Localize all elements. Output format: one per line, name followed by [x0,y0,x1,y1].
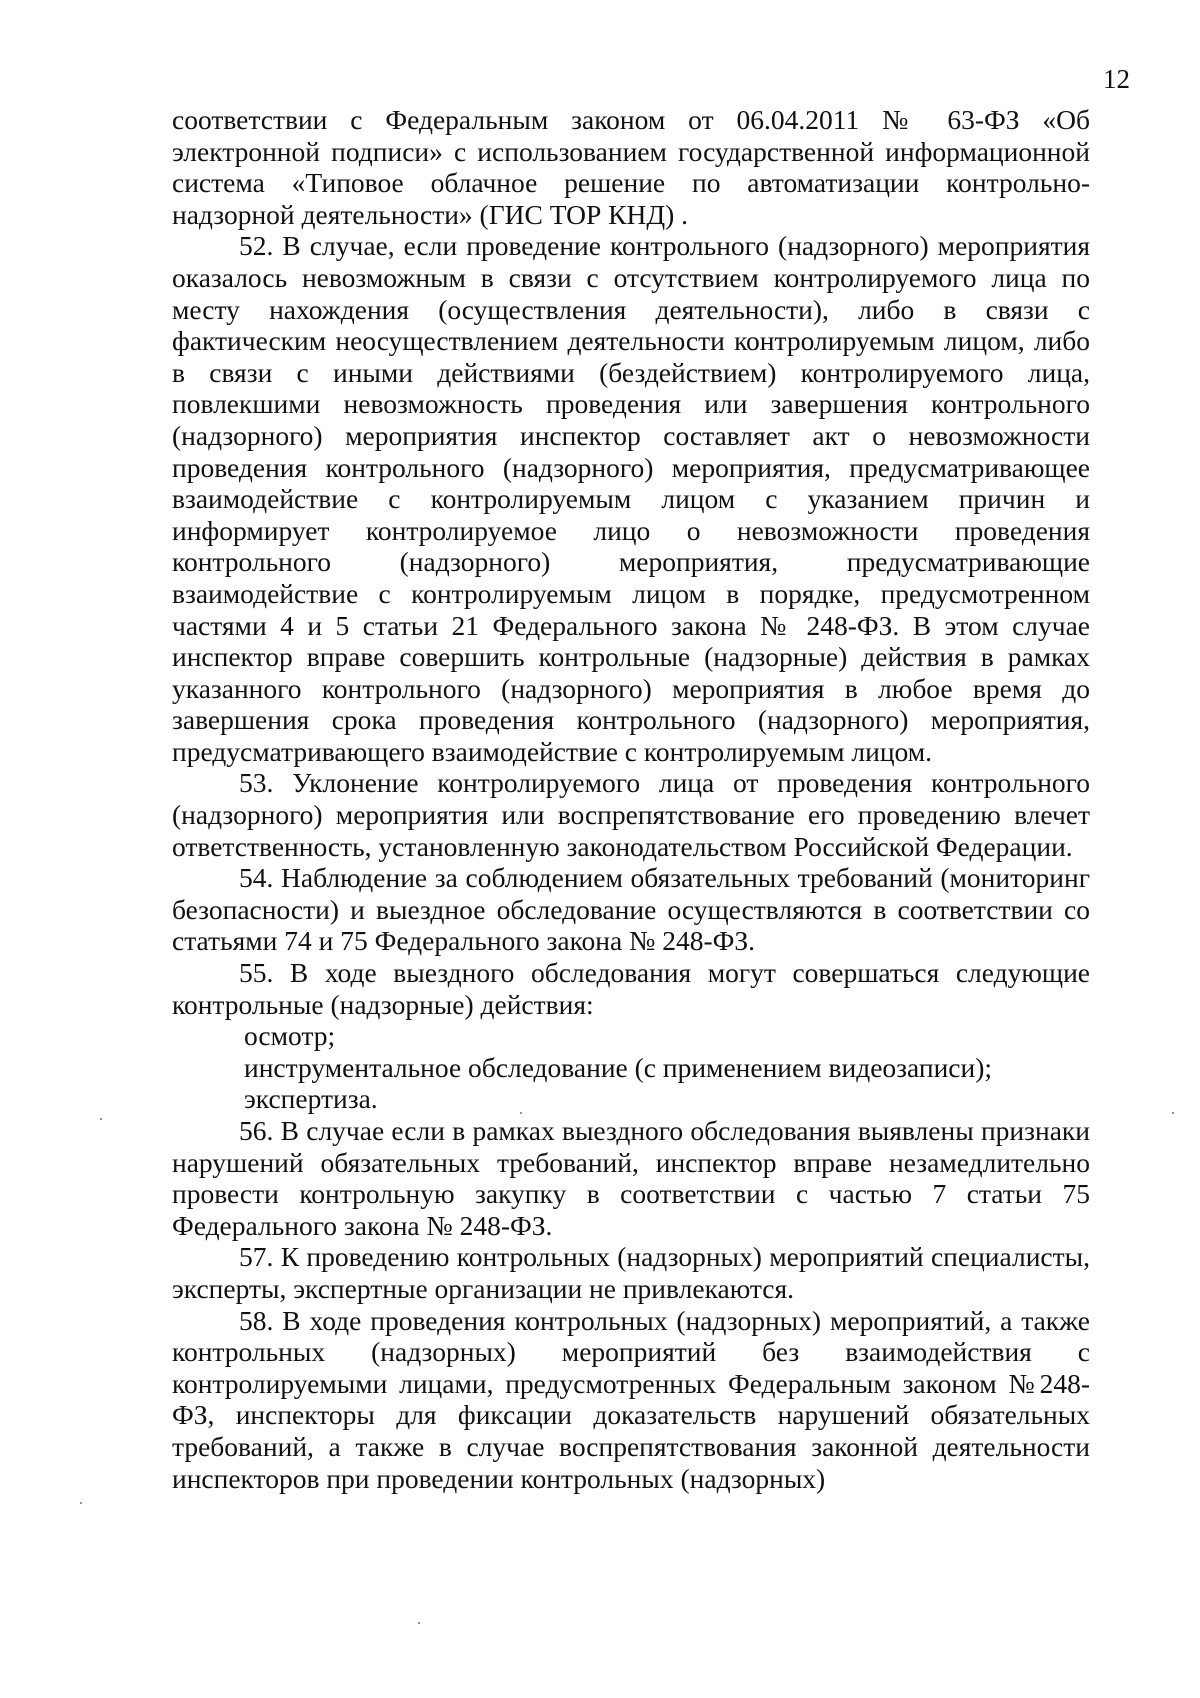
paragraph-55: 55. В ходе выездного обследования могут совершаться следующие контрольные (надзорные) действия: [172,957,1090,1020]
paragraph-continuation: соответствии с Федеральным законом от 06.04.2011 № 63-ФЗ «Об электронной подписи» с использованием государственной информационной система «Типовое облачное решение по автоматизации контрольно-надзорной деятельности» (ГИС ТОР КНД) . [172,104,1090,230]
scan-speck [1172,1112,1174,1114]
document-body [172,104,1090,1494]
paragraph-53: 53. Уклонение контролируемого лица от проведения контрольного (надзорного) мероприятия или воспрепятствование его проведению влечет ответственность, установленную законодательством Российской Федерации. [172,767,1090,862]
paragraph-56: 56. В случае если в рамках выездного обследования выявлены признаки нарушений обязательных требований, инспектор вправе незамедлительно провести контрольную закупку в соответствии с частью 7 статьи 75 Федерального закона № 248-ФЗ. [172,1115,1090,1241]
paragraph-57: 57. К проведению контрольных (надзорных) мероприятий специалисты, эксперты, экспертные организации не привлекаются. [172,1241,1090,1304]
paragraph-52: 52. В случае, если проведение контрольного (надзорного) мероприятия оказалось невозможным в связи с отсутствием контролируемого лица по месту нахождения (осуществления деятельности), либо в связи с фактическим неосуществлением деятельности контролируемым лицом, либо в связи с иными действиями (бездействием) контролируемого лица, повлекшими невозможность проведения или завершения контрольного (надзорного) мероприятия инспектор составляет акт о невозможности проведения контрольного (надзорного) мероприятия, предусматривающее взаимодействие с контролируемым лицом с указанием причин и информирует контролируемое лицо о невозможности проведения контрольного (надзорного) мероприятия, предусматривающие взаимодействие с контролируемым лицом в порядке, предусмотренном частями 4 и 5 статьи 21 Федерального закона № 248-ФЗ. В этом случае инспектор вправе совершить контрольные (надзорные) действия в рамках указанного контрольного (надзорного) мероприятия в любое время до завершения срока проведения контрольного (надзорного) мероприятия, предусматривающего взаимодействие с контролируемым лицом. [172,230,1090,767]
paragraph-54: 54. Наблюдение за соблюдением обязательных требований (мониторинг безопасности) и выездное обследование осуществляются в соответствии со статьями 74 и 75 Федерального закона № 248-ФЗ. [172,862,1090,957]
scan-speck [80,1502,82,1504]
list-item-instrumental-survey: инструментальное обследование (с применением видеозаписи); [244,1051,993,1083]
scan-speck [520,1112,522,1114]
page-number: 12 [1103,64,1130,94]
paragraph-58: 58. В ходе проведения контрольных (надзорных) мероприятий, а также контрольных (надзорных) мероприятий без взаимодействия с контролируемыми лицами, предусмотренных Федеральным законом №248-ФЗ, инспекторы для фиксации доказательств нарушений обязательных требований, а также в случае воспрепятствования законной деятельности инспекторов при проведении контрольных (надзорных) [172,1304,1090,1494]
scan-speck [100,1118,102,1120]
list-item-expertise: экспертиза. [244,1083,378,1115]
list-item-inspection: осмотр; [244,1020,336,1052]
scan-speck [418,1622,420,1624]
